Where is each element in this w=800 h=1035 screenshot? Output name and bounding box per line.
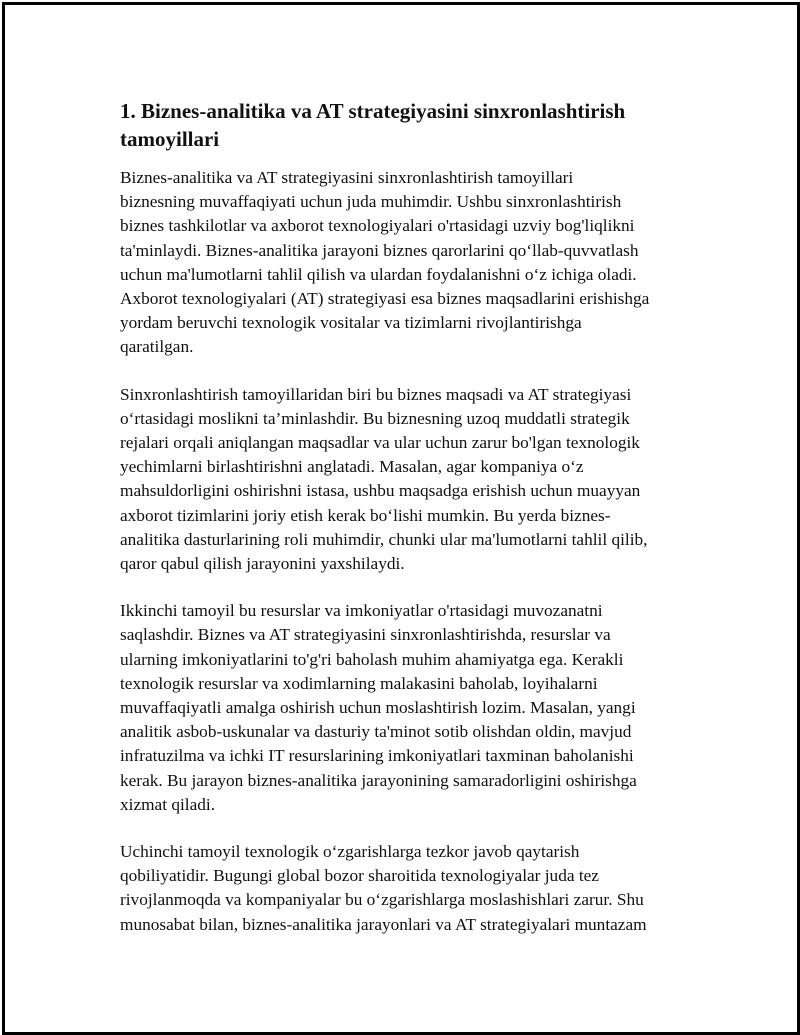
paragraph-4: Uchinchi tamoyil texnologik o‘zgarishlarga tezkor javob qaytarish qobiliyatidir. Bugungi global bozor sharoitida texnologiyalar juda tez rivojlanmoqda va kompaniyalar bu o‘zgarishlarga moslashishlari zarur. Shu munosabat bilan, biznes-analitika jarayonlari va AT strategiyalari muntazam xyxy=(120,842,647,934)
paragraph-2: Sinxronlashtirish tamoyillaridan biri bu biznes maqsadi va AT strategiyasi o‘rtasidagi moslikni ta’minlashdir. Bu biznesning uzoq muddatli strategik rejalari orqali aniqlangan maqsadlar va ular uchun zarur bo'lgan texnologik yechimlarni birlashtirishni anglatadi. Masalan, agar kompaniya o‘z mahsuldorligini oshirishni istasa, ushbu maqsadga erishish uchun muayyan axborot tizimlarini joriy etish kerak bo‘lishi mumkin. Bu yerda biznes- analitika dasturlarining roli muhimdir, chunki ular ma'lumotlarni tahlil qilib, qaror qabul qilish jarayonini yaxshilaydi. xyxy=(120,384,648,574)
document-body xyxy=(120,97,695,960)
section-heading: 1. Biznes-analitika va AT strategiyasini sinxronlashtirish tamoyillari xyxy=(120,99,626,151)
paragraph-1: Biznes-analitika va AT strategiyasini sinxronlashtirish tamoyillari biznesning muvaffaqiyati uchun juda muhimdir. Ushbu sinxronlashtirish biznes tashkilotlar va axborot texnologiyalari o'rtasidagi uzviy bog'liqlikni ta'minlaydi. Biznes-analitika jarayoni biznes qarorlarini qo‘llab-quvvatlash uchun ma'lumotlarni tahlil qilish va ulardan foydalanishni o‘z ichiga oladi. Axborot texnologiyalari (AT) strategiyasi esa biznes maqsadlarini erishishga yordam beruvchi texnologik vositalar va tizimlarni rivojlantirishga qaratilgan. xyxy=(120,168,650,357)
paragraph-3: Ikkinchi tamoyil bu resurslar va imkoniyatlar o'rtasidagi muvozanatni saqlashdir. Biznes va AT strategiyasini sinxronlashtirishda, resurslar va ularning imkoniyatlarini to'g'ri baholash muhim ahamiyatga ega. Kerakli texnologik resurslar va xodimlarning malakasini baholab, loyihalarni muvaffaqiyatli amalga oshirish uchun moslashtirish lozim. Masalan, yangi analitik asbob-uskunalar va dasturiy ta'minot sotib olishdan oldin, mavjud infratuzilma va ichki IT resurslarining imkoniyatlari taxminan baholanishi kerak. Bu jarayon biznes-analitika jarayonining samaradorligini oshirishga xizmat qiladi. xyxy=(120,601,637,814)
page-frame xyxy=(2,2,800,1035)
